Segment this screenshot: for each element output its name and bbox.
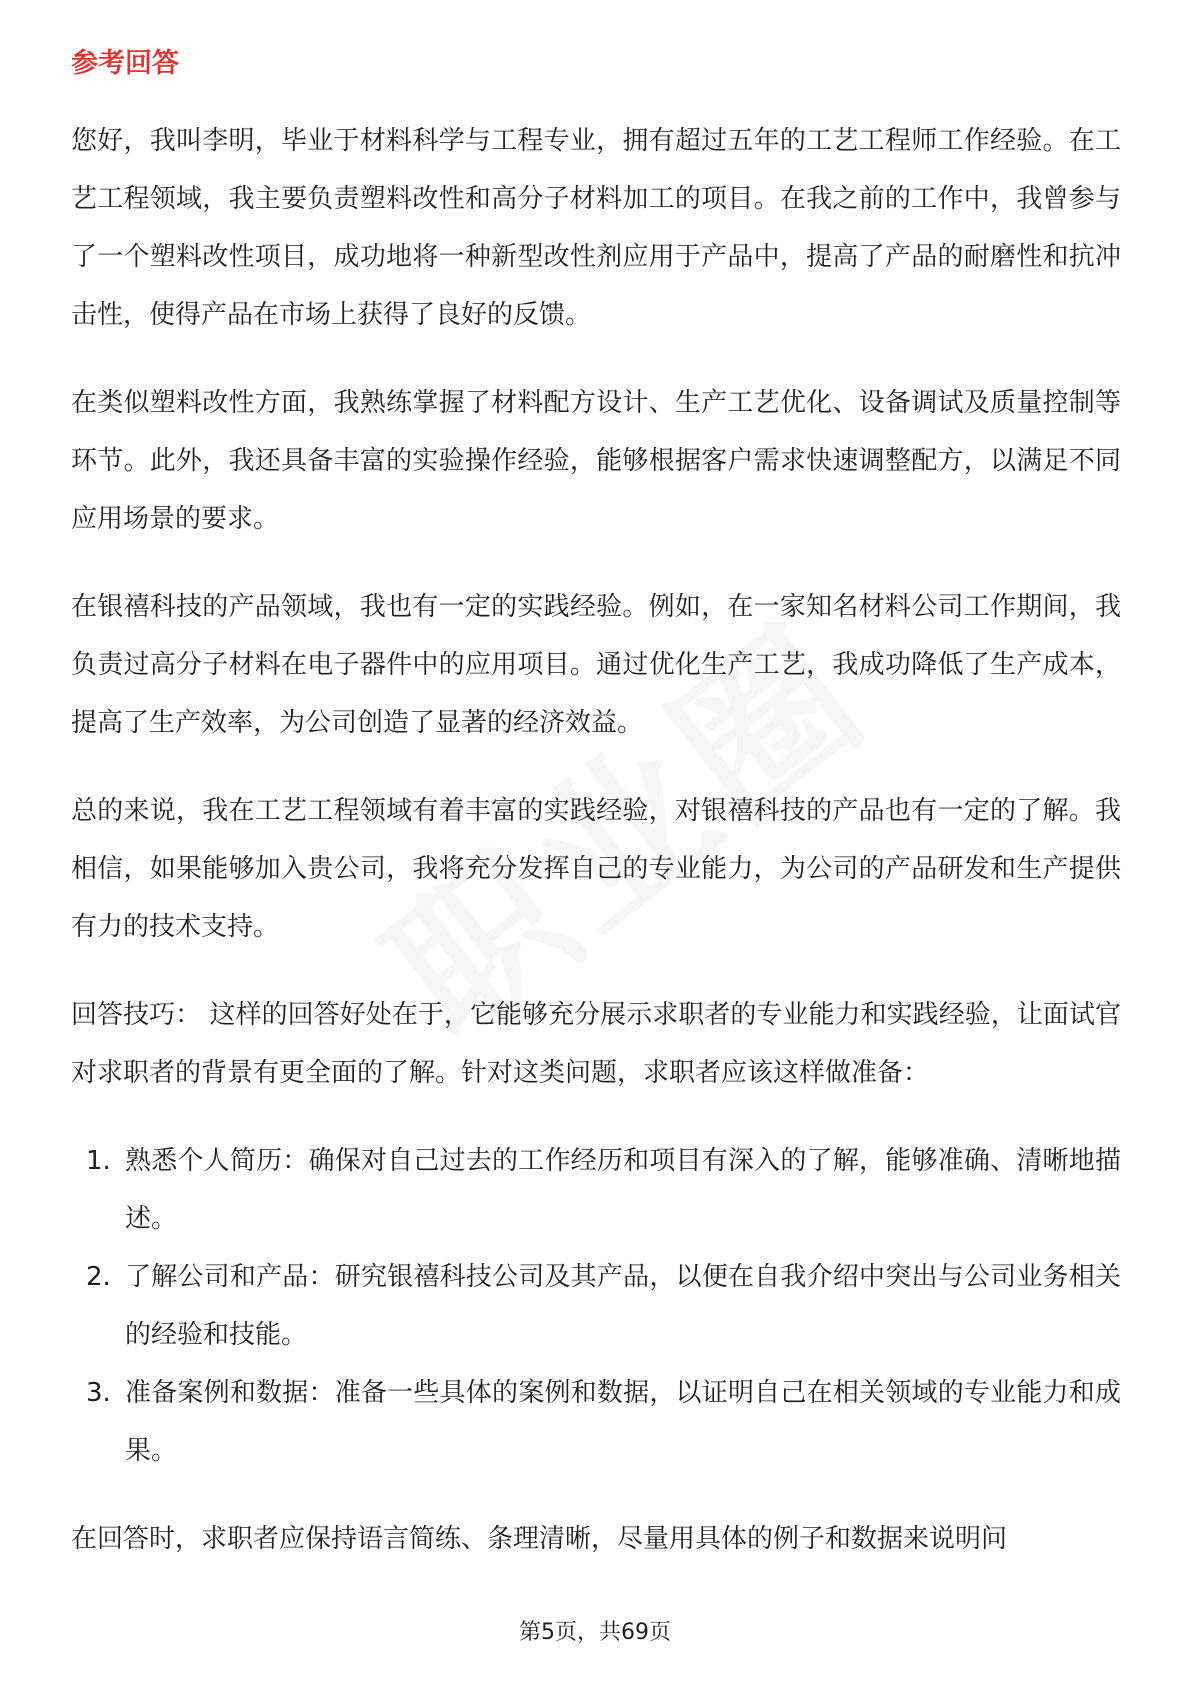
list-item xyxy=(71,1132,1121,1248)
paragraph-experience: 在银禧科技的产品领域，我也有一定的实践经验。例如，在一家知名材料公司工作期间，我负责过高分子材料在电子器件中的应用项目。通过优化生产工艺，我成功降低了生产成本，提高了生产效率，为公司创造了显著的经济效益。 xyxy=(71,592,1121,738)
paragraph-closing: 在回答时，求职者应保持语言简练、条理清晰，尽量用具体的例子和数据来说明问 xyxy=(71,1524,1008,1554)
preparation-list xyxy=(71,1132,1121,1480)
document-page xyxy=(71,44,1121,1598)
list-item xyxy=(71,1364,1121,1480)
paragraph-skills: 在类似塑料改性方面，我熟练掌握了材料配方设计、生产工艺优化、设备调试及质量控制等环节。此外，我还具备丰富的实验操作经验，能够根据客户需求快速调整配方，以满足不同应用场景的要求。 xyxy=(71,388,1121,534)
paragraph-tips: 回答技巧： 这样的回答好处在于，它能够充分展示求职者的专业能力和实践经验，让面试官对求职者的背景有更全面的了解。针对这类问题，求职者应该这样做准备： xyxy=(71,1000,1121,1088)
list-number: 1. xyxy=(86,1146,111,1176)
list-item xyxy=(71,1248,1121,1364)
page-number: 第5页，共69页 xyxy=(519,1620,671,1645)
list-text: 准备案例和数据：准备一些具体的案例和数据，以证明自己在相关领域的专业能力和成果。 xyxy=(125,1378,1121,1466)
list-number: 2. xyxy=(86,1262,111,1292)
paragraph-summary: 总的来说，我在工艺工程领域有着丰富的实践经验，对银禧科技的产品也有一定的了解。我相信，如果能够加入贵公司，我将充分发挥自己的专业能力，为公司的产品研发和生产提供有力的技术支持。 xyxy=(71,796,1121,942)
paragraph-intro: 您好，我叫李明，毕业于材料科学与工程专业，拥有超过五年的工艺工程师工作经验。在工艺工程领域，我主要负责塑料改性和高分子材料加工的项目。在我之前的工作中，我曾参与了一个塑料改性项目，成功地将一种新型改性剂应用于产品中，提高了产品的耐磨性和抗冲击性，使得产品在市场上获得了良好的反馈。 xyxy=(71,126,1121,330)
list-number: 3. xyxy=(86,1378,111,1408)
list-text: 熟悉个人简历：确保对自己过去的工作经历和项目有深入的了解，能够准确、清晰地描述。 xyxy=(125,1146,1121,1234)
section-heading: 参考回答 xyxy=(71,48,179,79)
list-text: 了解公司和产品：研究银禧科技公司及其产品，以便在自我介绍中突出与公司业务相关的经验和技能。 xyxy=(125,1262,1121,1350)
